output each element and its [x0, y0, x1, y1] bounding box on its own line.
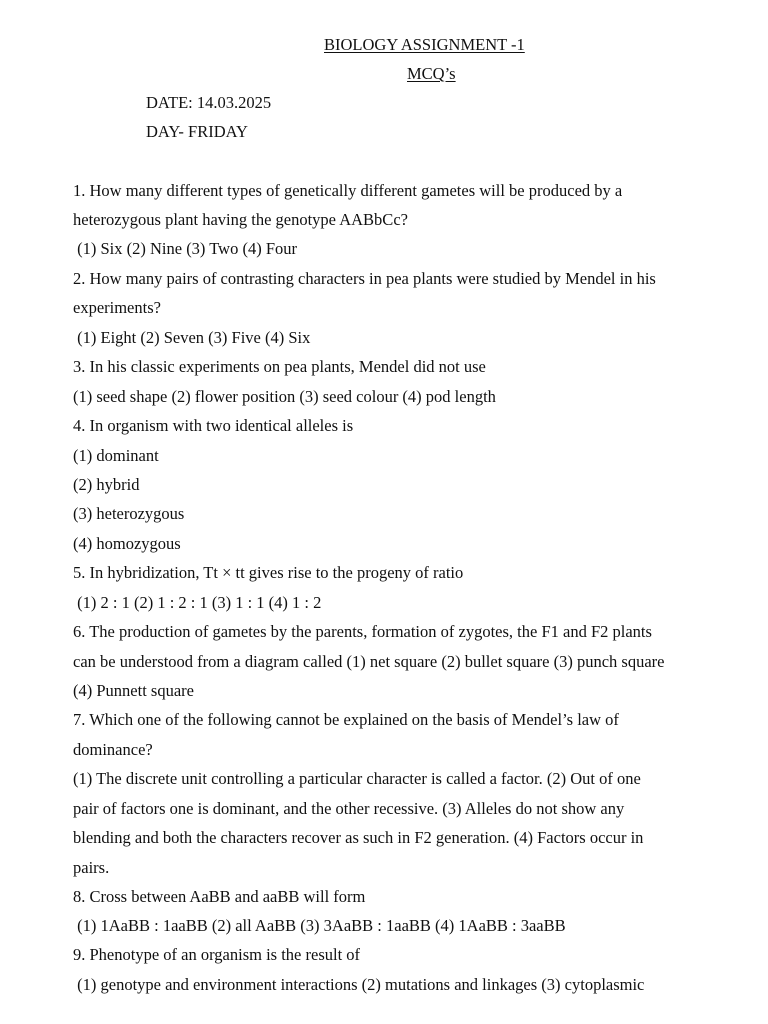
assignment-date: DATE: 14.03.2025 [146, 93, 272, 112]
question-1-text-line-2: heterozygous plant having the genotype AABbCc? [73, 210, 408, 229]
question-4-option-2: (2) hybrid [73, 475, 140, 494]
question-7-text-line-1: 7. Which one of the following cannot be explained on the basis of Mendel’s law of [73, 710, 619, 729]
question-9-text: 9. Phenotype of an organism is the result of [73, 945, 361, 964]
question-3-options: (1) seed shape (2) flower position (3) seed colour (4) pod length [73, 387, 496, 406]
question-2-options: (1) Eight (2) Seven (3) Five (4) Six [73, 328, 311, 347]
question-8-options: (1) 1AaBB : 1aaBB (2) all AaBB (3) 3AaBB : 1aaBB (4) 1AaBB : 3aaBB [73, 916, 566, 935]
question-7-text-line-2: dominance? [73, 740, 153, 759]
assignment-day: DAY- FRIDAY [146, 122, 248, 141]
question-4-text: 4. In organism with two identical alleles is [73, 416, 354, 435]
question-6-text-line-3: (4) Punnett square [73, 681, 194, 700]
question-8-text: 8. Cross between AaBB and aaBB will form [73, 887, 366, 906]
question-4-option-4: (4) homozygous [73, 534, 181, 553]
question-7-options-line-3: blending and both the characters recover as such in F2 generation. (4) Factors occur in [73, 828, 644, 847]
question-2-text-line-2: experiments? [73, 298, 161, 317]
question-5-text: 5. In hybridization, Tt × tt gives rise to the progeny of ratio [73, 563, 464, 582]
page-title: BIOLOGY ASSIGNMENT -1 [324, 35, 525, 54]
question-7-options-line-1: (1) The discrete unit controlling a particular character is called a factor. (2) Out of one [73, 769, 641, 788]
question-7-options-line-4: pairs. [73, 858, 110, 877]
question-7-options-line-2: pair of factors one is dominant, and the other recessive. (3) Alleles do not show any [73, 799, 625, 818]
question-5-options: (1) 2 : 1 (2) 1 : 2 : 1 (3) 1 : 1 (4) 1 : 2 [73, 593, 322, 612]
question-1-options: (1) Six (2) Nine (3) Two (4) Four [73, 239, 298, 258]
question-4-option-3: (3) heterozygous [73, 504, 185, 523]
question-3-text: 3. In his classic experiments on pea plants, Mendel did not use [73, 357, 486, 376]
question-6-text-line-2: can be understood from a diagram called (1) net square (2) bullet square (3) punch square [73, 652, 665, 671]
question-1-text-line-1: 1. How many different types of genetically different gametes will be produced by a [73, 181, 623, 200]
question-4-option-1: (1) dominant [73, 446, 159, 465]
question-6-text-line-1: 6. The production of gametes by the parents, formation of zygotes, the F1 and F2 plants [73, 622, 652, 641]
question-2-text-line-1: 2. How many pairs of contrasting characters in pea plants were studied by Mendel in his [73, 269, 656, 288]
question-9-options: (1) genotype and environment interactions (2) mutations and linkages (3) cytoplasmic [73, 975, 645, 994]
page-subtitle: MCQ’s [407, 64, 456, 83]
